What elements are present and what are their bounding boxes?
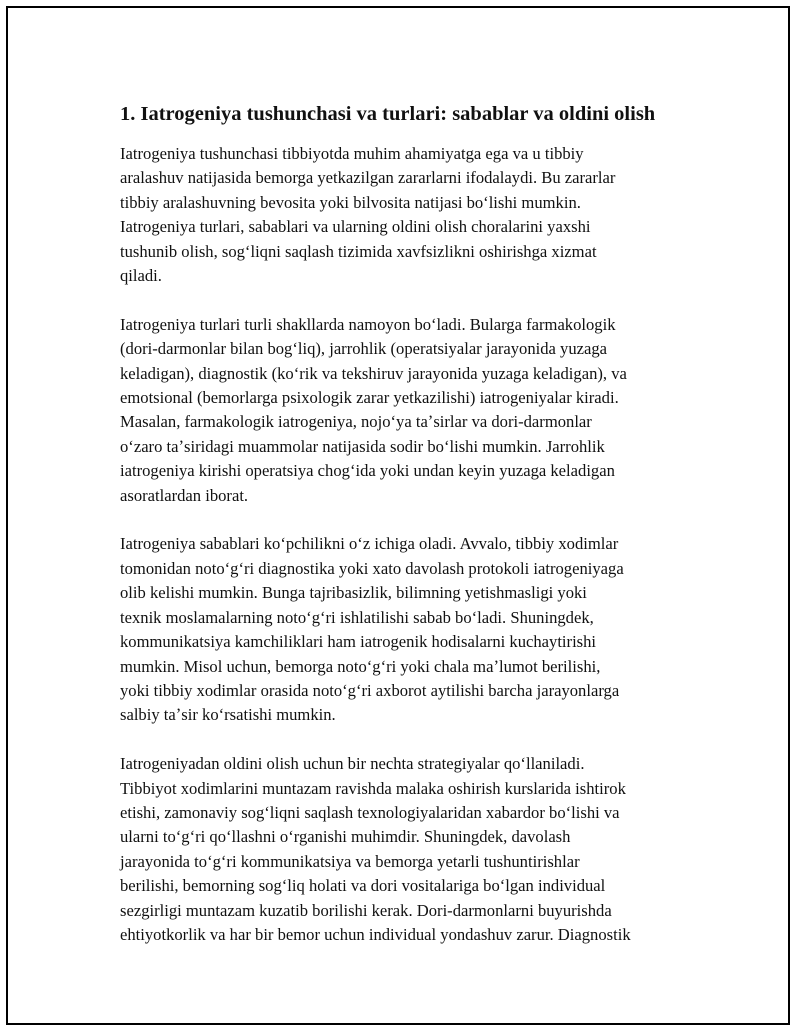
text-line: aralashuv natijasida bemorga yetkazilgan zararlarni ifodalaydi. Bu zararlar [120,168,616,188]
text-line: texnik moslamalarning notoʻgʻri ishlatilishi sabab boʻladi. Shuningdek, [120,607,594,627]
text-line: Tibbiyot xodimlarini muntazam ravishda malaka oshirish kurslarida ishtirok [120,778,626,798]
text-line: Iatrogeniya tushunchasi tibbiyotda muhim ahamiyatga ega va u tibbiy [120,144,584,163]
text-line: ehtiyotkorlik va har bir bemor uchun individual yondashuv zarur. Diagnostik [120,924,631,944]
text-line: salbiy taʼsir koʻrsatishi mumkin. [120,705,336,725]
text-line: tushunib olish, sogʻliqni saqlash tizimida xavfsizlikni oshirishga xizmat [120,241,597,261]
text-line: mumkin. Misol uchun, bemorga notoʻgʻri yoki chala maʼlumot berilishi, [120,656,601,676]
text-line: Iatrogeniyadan oldini olish uchun bir nechta strategiyalar qoʻllaniladi. [120,754,585,774]
text-line: jarayonida toʻgʻri kommunikatsiya va bemorga yetarli tushuntirishlar [120,851,580,871]
text-line: asoratlardan iborat. [120,485,249,505]
text-line: olib kelishi mumkin. Bunga tajribasizlik, bilimning yetishmasligi yoki [120,583,587,603]
text-line: iatrogeniya kirishi operatsiya chogʻida yoki undan keyin yuzaga keladigan [120,461,615,481]
text-line: yoki tibbiy xodimlar orasida notoʻgʻri axborot aytilishi barcha jarayonlarga [120,680,620,700]
page-title: 1. Iatrogeniya tushunchasi va turlari: sabablar va oldini olish [120,103,656,125]
text-line: oʻzaro taʼsiridagi muammolar natijasida sodir boʻlishi mumkin. Jarrohlik [120,436,605,456]
text-line: (dori-darmonlar bilan bogʻliq), jarrohlik (operatsiyalar jarayonida yuzaga [120,339,608,359]
text-line: Iatrogeniya turlari, sabablari va ularning oldini olish choralarini yaxshi [120,217,591,237]
text-line: Iatrogeniya turlari turli shakllarda namoyon boʻladi. Bularga farmakologik [120,314,616,334]
text-line: berilishi, bemorning sogʻliq holati va dori vositalariga boʻlgan individual [120,876,606,896]
text-line: emotsional (bemorlarga psixologik zarar yetkazilishi) iatrogeniyalar kiradi. [120,388,619,408]
text-line: tomonidan notoʻgʻri diagnostika yoki xato davolash protokoli iatrogeniyaga [120,558,624,578]
text-line: Masalan, farmakologik iatrogeniya, nojoʻya taʼsirlar va dori-darmonlar [120,412,592,432]
text-line: sezgirligi muntazam kuzatib borilishi kerak. Dori-darmonlarni buyurishda [120,900,612,920]
document-body [120,100,698,972]
paragraph-definition [120,142,698,288]
text-line: ularni toʻgʻri qoʻllashni oʻrganishi muhimdir. Shuningdek, davolash [120,827,571,847]
paragraph-prevention [120,752,698,947]
text-line: qiladi. [120,266,162,286]
page-frame [6,6,790,1025]
paragraph-causes [120,532,698,727]
text-line: etishi, zamonaviy sogʻliqni saqlash texnologiyalaridan xabardor boʻlishi va [120,802,620,822]
paragraph-types [120,313,698,508]
text-line: keladigan), diagnostik (koʻrik va tekshiruv jarayonida yuzaga keladigan), va [120,363,627,383]
text-line: Iatrogeniya sabablari koʻpchilikni oʻz ichiga oladi. Avvalo, tibbiy xodimlar [120,534,619,554]
text-line: kommunikatsiya kamchiliklari ham iatrogenik hodisalarni kuchaytirishi [120,632,597,652]
text-line: tibbiy aralashuvning bevosita yoki bilvosita natijasi boʻlishi mumkin. [120,192,581,212]
